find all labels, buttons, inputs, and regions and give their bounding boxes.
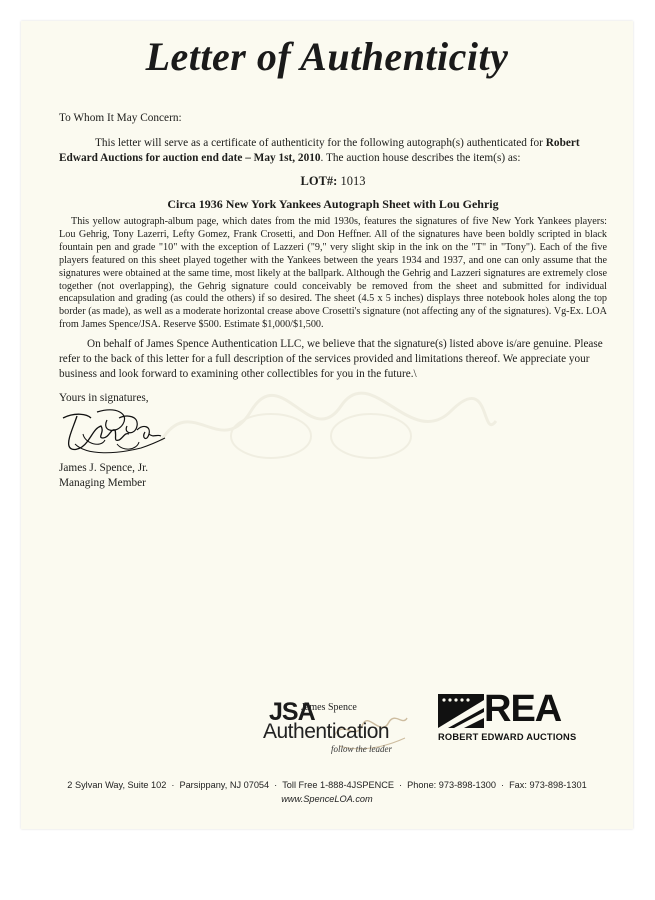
footer-separator: · bbox=[501, 780, 505, 790]
footer-street: 2 Sylvan Way, Suite 102 bbox=[67, 780, 167, 790]
footer-fax: Fax: 973-898-1301 bbox=[509, 780, 587, 790]
intro-paragraph bbox=[59, 136, 607, 165]
behalf-paragraph: On behalf of James Spence Authentication LLC, we believe that the signature(s) listed above is/are genuine. Please refer to the back of this letter for a full description of the services provided and limitations thereof. We appreciate your business and look forward to examining other collectibles for you in the future.\ bbox=[59, 338, 603, 380]
jsa-tagline: follow the leader bbox=[331, 744, 392, 754]
item-description: This yellow autograph-album page, which dates from the mid 1930s, features the signatures of five New York Yankees players: Lou Gehrig, Tony Lazerri, Lefty Gomez, Frank Crosetti, and Don Heffner. All of the signatures have been boldly scripted in black fountain pen and grade "10" with the exception of Lazzeri ("9," very slight skip in the ink on the "T" in "Tony"). Each of the five players featured on this sheet played together with the Yankees between the years 1934 and 1937, and one can only assume that the signatures were obtained at the same time, most likely at the ballpark. Although the Gehrig and Lazzeri signatures are extremely close together (not overlapping), the Gehrig signature could conceivably be removed from the sheet and submitted for individual encapsulation and grading (as could the others) if so desired. The sheet (4.5 x 5 inches) displays three notebook holes along the top border (as made), as well as a moderate horizontal crease above Crosetti's signature (not affecting any of the signatures). Vg-Ex. LOA from James Spence/JSA. Reserve $500. Estimate $1,000/$1,500. bbox=[59, 216, 607, 331]
closing-line: Yours in signatures, bbox=[59, 392, 149, 404]
salutation: To Whom It May Concern: bbox=[59, 112, 182, 124]
footer-website-link[interactable]: www.SpenceLOA.com bbox=[281, 794, 373, 804]
letter-title: Letter of Authenticity bbox=[145, 34, 509, 79]
intro-line: This letter will serve as a certificate of authenticity for the following autograph(s) authenticated for bbox=[95, 137, 543, 149]
footer-separator: · bbox=[171, 780, 175, 790]
auction-house-name: Robert Edward Auctions for auction end date – May 1st, 2010 bbox=[59, 137, 580, 164]
jsa-wordmark: JSA bbox=[269, 698, 315, 726]
footer-city: Parsippany, NJ 07054 bbox=[179, 780, 270, 790]
rea-flag-icon bbox=[438, 694, 484, 728]
lot-number: 1013 bbox=[340, 174, 366, 188]
jsa-subname: James Spence bbox=[301, 702, 357, 713]
footer-separator: · bbox=[399, 780, 403, 790]
footer-phone: Phone: 973-898-1300 bbox=[407, 780, 496, 790]
jsa-logo bbox=[259, 698, 409, 768]
lot-label: LOT#: bbox=[300, 174, 338, 188]
footer-separator: · bbox=[274, 780, 278, 790]
footer-address-line bbox=[21, 780, 633, 790]
signer-title: Managing Member bbox=[59, 477, 146, 489]
jsa-authentication: Authentication bbox=[263, 720, 390, 743]
rea-logo bbox=[438, 688, 588, 752]
handwritten-signature bbox=[57, 404, 169, 456]
item-heading: Circa 1936 New York Yankees Autograph Sheet with Lou Gehrig bbox=[167, 197, 499, 211]
letter-page bbox=[21, 21, 633, 829]
lot-line bbox=[59, 174, 607, 189]
intro-rest: . The auction house describes the item(s) as: bbox=[320, 151, 521, 164]
rea-wordmark: REA bbox=[484, 688, 562, 730]
footer-tollfree: Toll Free 1-888-4JSPENCE bbox=[282, 780, 395, 790]
rea-company-name: ROBERT EDWARD AUCTIONS bbox=[438, 732, 577, 742]
signer-name: James J. Spence, Jr. bbox=[59, 462, 149, 474]
